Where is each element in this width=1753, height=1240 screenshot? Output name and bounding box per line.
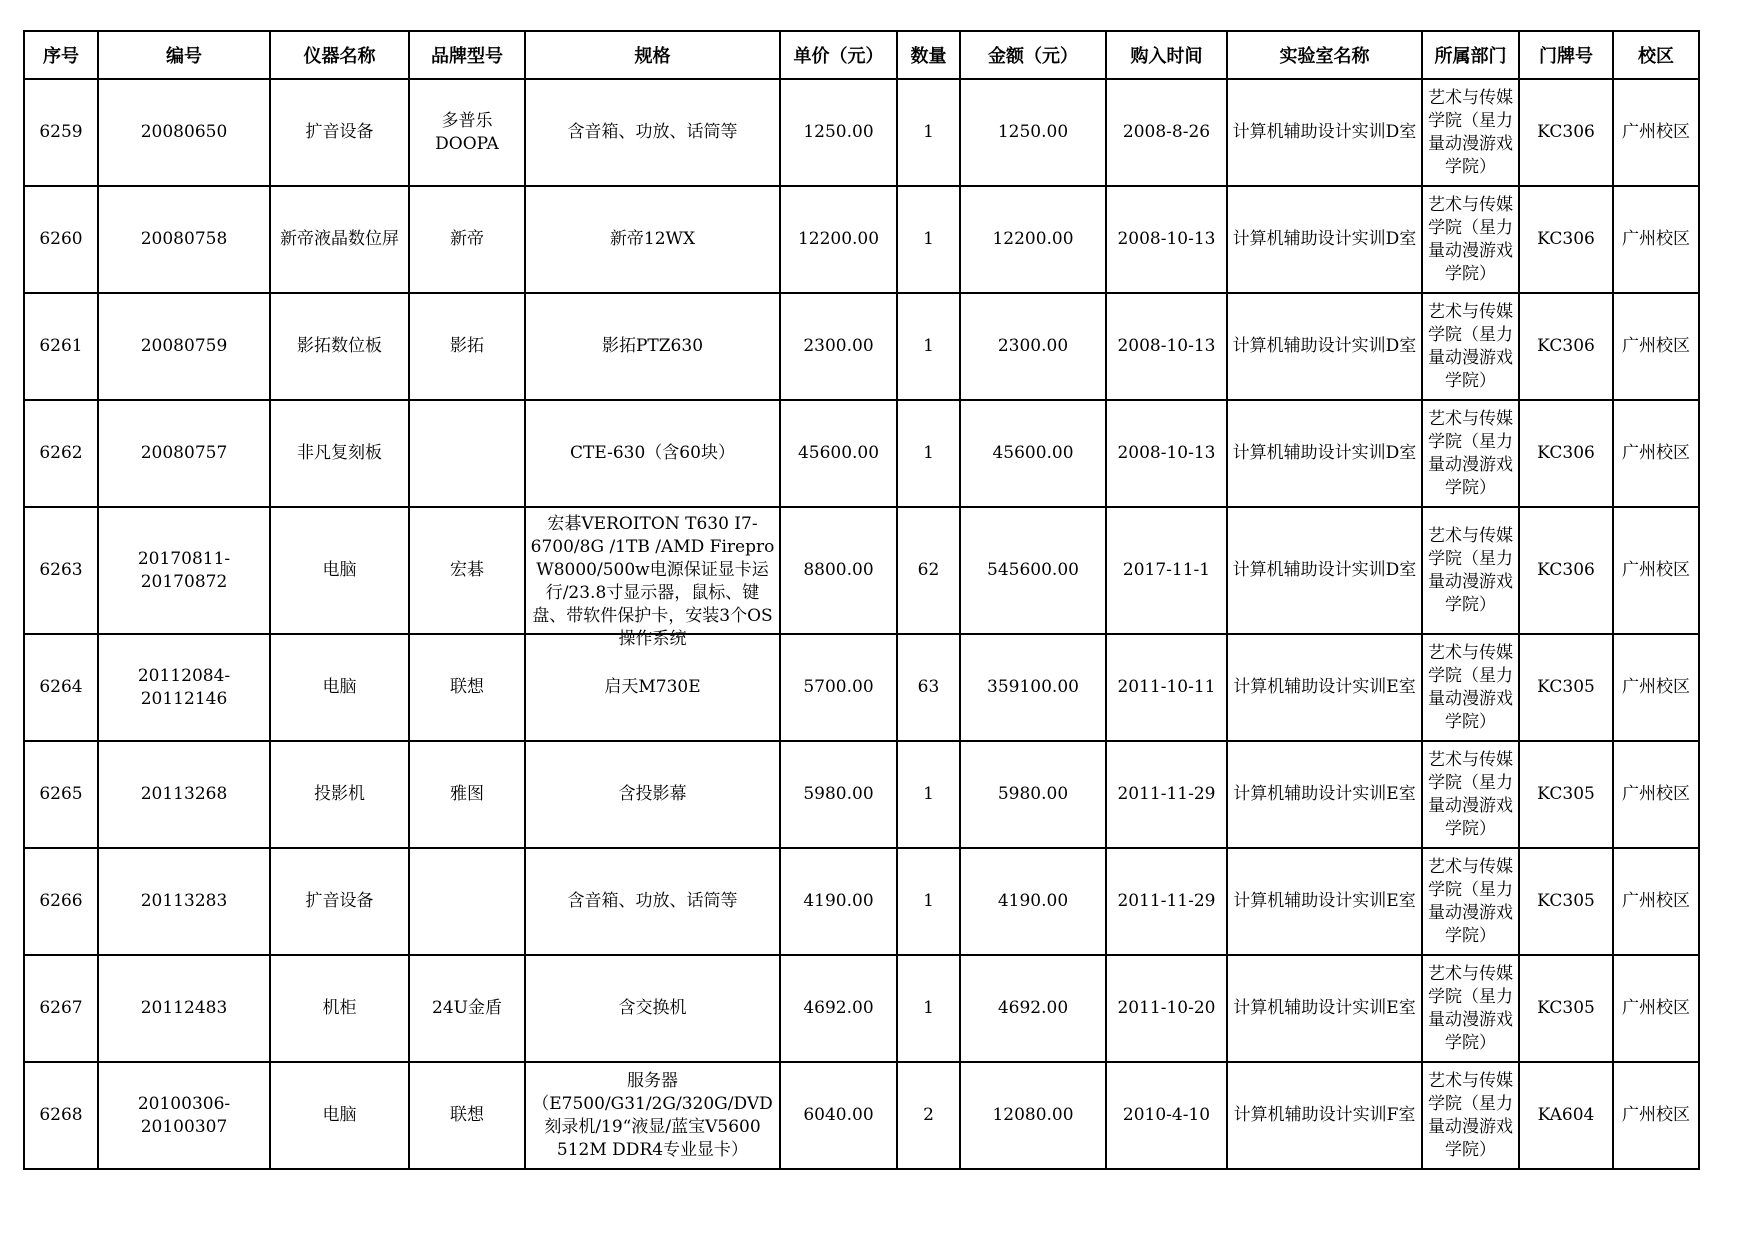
cell-campus bbox=[1613, 848, 1699, 955]
cell-date bbox=[1106, 634, 1227, 741]
cell-dept bbox=[1422, 955, 1519, 1062]
cell-seq-text: 6265 bbox=[39, 784, 83, 804]
cell-campus-text: 广州校区 bbox=[1622, 443, 1690, 463]
cell-qty bbox=[897, 741, 960, 848]
cell-brand bbox=[409, 1062, 525, 1169]
cell-spec bbox=[525, 1062, 780, 1169]
cell-spec-text: 含音箱、功放、话筒等 bbox=[567, 891, 738, 911]
cell-campus-text: 广州校区 bbox=[1622, 784, 1690, 804]
cell-lab bbox=[1227, 955, 1422, 1062]
cell-seq-text: 6259 bbox=[39, 122, 83, 142]
cell-lab bbox=[1227, 848, 1422, 955]
header-dept: 所属部门 bbox=[1422, 31, 1519, 79]
cell-name-text: 机柜 bbox=[322, 998, 357, 1018]
cell-amount-text: 5980.00 bbox=[997, 784, 1069, 804]
cell-lab bbox=[1227, 741, 1422, 848]
cell-seq bbox=[24, 955, 98, 1062]
cell-seq bbox=[24, 848, 98, 955]
cell-brand bbox=[409, 634, 525, 741]
cell-spec bbox=[525, 741, 780, 848]
cell-dept bbox=[1422, 848, 1519, 955]
cell-code-text: 20100306-20100307 bbox=[137, 1093, 231, 1137]
cell-code-text: 20080650 bbox=[140, 122, 228, 142]
cell-spec bbox=[525, 186, 780, 293]
cell-dept bbox=[1422, 400, 1519, 507]
cell-qty-text: 1 bbox=[923, 229, 934, 249]
cell-lab-text: 计算机辅助设计实训D室 bbox=[1232, 336, 1417, 356]
cell-amount-text: 4190.00 bbox=[997, 891, 1069, 911]
table-row bbox=[24, 741, 1699, 848]
cell-brand bbox=[409, 186, 525, 293]
cell-amount-text: 545600.00 bbox=[987, 560, 1079, 580]
cell-room-text: KC305 bbox=[1537, 677, 1595, 697]
table-row bbox=[24, 955, 1699, 1062]
cell-lab-text: 计算机辅助设计实训E室 bbox=[1233, 891, 1416, 911]
cell-brand bbox=[409, 741, 525, 848]
cell-name bbox=[270, 186, 409, 293]
cell-brand bbox=[409, 848, 525, 955]
cell-qty-text: 1 bbox=[923, 443, 934, 463]
cell-amount bbox=[960, 634, 1106, 741]
cell-qty-text: 1 bbox=[923, 891, 934, 911]
cell-campus bbox=[1613, 507, 1699, 634]
cell-date bbox=[1106, 400, 1227, 507]
cell-lab bbox=[1227, 507, 1422, 634]
cell-seq-text: 6261 bbox=[39, 336, 83, 356]
cell-amount bbox=[960, 955, 1106, 1062]
cell-spec-text: 含音箱、功放、话筒等 bbox=[567, 122, 738, 142]
cell-brand-text: 新帝 bbox=[450, 229, 484, 249]
cell-campus-text: 广州校区 bbox=[1622, 229, 1690, 249]
table-row bbox=[24, 293, 1699, 400]
cell-amount bbox=[960, 507, 1106, 634]
cell-seq-text: 6266 bbox=[39, 891, 83, 911]
cell-seq bbox=[24, 1062, 98, 1169]
cell-code bbox=[98, 293, 270, 400]
cell-price bbox=[780, 79, 897, 186]
cell-qty-text: 1 bbox=[923, 122, 934, 142]
cell-campus bbox=[1613, 634, 1699, 741]
cell-seq bbox=[24, 293, 98, 400]
cell-amount-text: 359100.00 bbox=[987, 677, 1079, 697]
cell-price bbox=[780, 507, 897, 634]
cell-code bbox=[98, 507, 270, 634]
cell-lab bbox=[1227, 634, 1422, 741]
cell-room-text: KA604 bbox=[1537, 1105, 1595, 1125]
cell-lab bbox=[1227, 79, 1422, 186]
cell-qty-text: 1 bbox=[923, 998, 934, 1018]
cell-name-text: 非凡复刻板 bbox=[297, 443, 382, 463]
cell-code-text: 20113268 bbox=[140, 784, 228, 804]
cell-price-text: 2300.00 bbox=[803, 336, 874, 356]
cell-campus-text: 广州校区 bbox=[1622, 998, 1690, 1018]
cell-room-text: KC306 bbox=[1537, 122, 1595, 142]
cell-price-text: 8800.00 bbox=[803, 560, 874, 580]
equipment-table bbox=[23, 30, 1700, 1170]
cell-amount bbox=[960, 293, 1106, 400]
cell-spec-text: 启天M730E bbox=[604, 677, 701, 697]
cell-seq bbox=[24, 400, 98, 507]
cell-lab-text: 计算机辅助设计实训F室 bbox=[1233, 1105, 1416, 1125]
table-row bbox=[24, 634, 1699, 741]
cell-date-text: 2011-11-29 bbox=[1117, 891, 1216, 911]
cell-date-text: 2010-4-10 bbox=[1122, 1105, 1211, 1125]
cell-date-text: 2011-10-11 bbox=[1117, 677, 1216, 697]
cell-lab bbox=[1227, 186, 1422, 293]
cell-room-text: KC305 bbox=[1537, 891, 1595, 911]
cell-room bbox=[1519, 186, 1613, 293]
cell-date bbox=[1106, 848, 1227, 955]
cell-amount-text: 4692.00 bbox=[997, 998, 1069, 1018]
cell-seq bbox=[24, 186, 98, 293]
cell-qty-text: 1 bbox=[923, 784, 934, 804]
header-amount: 金额（元） bbox=[960, 31, 1106, 79]
cell-seq bbox=[24, 634, 98, 741]
cell-room bbox=[1519, 79, 1613, 186]
header-campus: 校区 bbox=[1613, 31, 1699, 79]
cell-dept bbox=[1422, 507, 1519, 634]
cell-amount bbox=[960, 400, 1106, 507]
cell-seq bbox=[24, 741, 98, 848]
cell-lab-text: 计算机辅助设计实训D室 bbox=[1232, 560, 1417, 580]
cell-brand bbox=[409, 955, 525, 1062]
cell-campus bbox=[1613, 293, 1699, 400]
table-row bbox=[24, 507, 1699, 634]
cell-qty bbox=[897, 955, 960, 1062]
cell-seq bbox=[24, 79, 98, 186]
cell-room-text: KC306 bbox=[1537, 336, 1595, 356]
cell-dept bbox=[1422, 741, 1519, 848]
cell-spec-text: 含投影幕 bbox=[618, 784, 687, 804]
cell-date-text: 2011-11-29 bbox=[1117, 784, 1216, 804]
cell-lab bbox=[1227, 293, 1422, 400]
cell-amount bbox=[960, 1062, 1106, 1169]
cell-amount-text: 1250.00 bbox=[997, 122, 1069, 142]
cell-code bbox=[98, 955, 270, 1062]
cell-price-text: 12200.00 bbox=[797, 229, 880, 249]
cell-brand bbox=[409, 507, 525, 634]
cell-qty bbox=[897, 400, 960, 507]
cell-spec-text: 服务器（E7500/G31/2G/320G/DVD刻录机/19“液显/蓝宝V5600 512M DDR4专业显卡） bbox=[532, 1070, 773, 1160]
cell-room bbox=[1519, 400, 1613, 507]
cell-code-text: 20113283 bbox=[140, 891, 228, 911]
cell-campus bbox=[1613, 186, 1699, 293]
cell-lab bbox=[1227, 400, 1422, 507]
cell-brand bbox=[409, 400, 525, 507]
cell-name bbox=[270, 955, 409, 1062]
cell-campus bbox=[1613, 400, 1699, 507]
cell-spec bbox=[525, 955, 780, 1062]
cell-code bbox=[98, 634, 270, 741]
cell-date bbox=[1106, 186, 1227, 293]
cell-name-text: 电脑 bbox=[322, 1105, 357, 1125]
header-row bbox=[24, 31, 1699, 79]
header-spec: 规格 bbox=[525, 31, 780, 79]
cell-spec-text: CTE-630（含60块） bbox=[570, 443, 735, 463]
cell-room-text: KC306 bbox=[1537, 229, 1595, 249]
cell-date-text: 2008-10-13 bbox=[1117, 443, 1216, 463]
cell-price bbox=[780, 634, 897, 741]
header-date: 购入时间 bbox=[1106, 31, 1227, 79]
table-body bbox=[24, 79, 1699, 1169]
table-header bbox=[24, 31, 1699, 79]
cell-amount-text: 12200.00 bbox=[992, 229, 1074, 249]
header-name: 仪器名称 bbox=[270, 31, 409, 79]
cell-room bbox=[1519, 634, 1613, 741]
cell-name-text: 扩音设备 bbox=[305, 891, 374, 911]
cell-qty bbox=[897, 1062, 960, 1169]
cell-brand bbox=[409, 293, 525, 400]
cell-lab-text: 计算机辅助设计实训D室 bbox=[1232, 443, 1417, 463]
cell-spec-text: 含交换机 bbox=[618, 998, 687, 1018]
table-row bbox=[24, 79, 1699, 186]
cell-date-text: 2011-10-20 bbox=[1117, 998, 1216, 1018]
cell-seq-text: 6262 bbox=[39, 443, 83, 463]
cell-campus-text: 广州校区 bbox=[1622, 122, 1690, 142]
cell-seq-text: 6263 bbox=[39, 560, 83, 580]
header-code: 编号 bbox=[98, 31, 270, 79]
cell-dept-text: 艺术与传媒学院（星力量动漫游戏学院） bbox=[1428, 408, 1513, 498]
cell-name-text: 电脑 bbox=[322, 677, 357, 697]
cell-price-text: 4692.00 bbox=[803, 998, 874, 1018]
cell-spec bbox=[525, 848, 780, 955]
cell-amount-text: 45600.00 bbox=[992, 443, 1074, 463]
cell-qty bbox=[897, 848, 960, 955]
cell-lab-text: 计算机辅助设计实训E室 bbox=[1233, 998, 1416, 1018]
table-row bbox=[24, 400, 1699, 507]
header-qty: 数量 bbox=[897, 31, 960, 79]
cell-name-text: 新帝液晶数位屏 bbox=[280, 229, 399, 249]
cell-lab-text: 计算机辅助设计实训D室 bbox=[1232, 229, 1417, 249]
cell-seq-text: 6267 bbox=[39, 998, 83, 1018]
cell-dept-text: 艺术与传媒学院（星力量动漫游戏学院） bbox=[1428, 963, 1513, 1053]
cell-price-text: 4190.00 bbox=[803, 891, 874, 911]
cell-name bbox=[270, 1062, 409, 1169]
cell-price bbox=[780, 1062, 897, 1169]
cell-name bbox=[270, 79, 409, 186]
cell-lab-text: 计算机辅助设计实训E室 bbox=[1233, 677, 1416, 697]
cell-room bbox=[1519, 1062, 1613, 1169]
cell-dept bbox=[1422, 186, 1519, 293]
cell-dept-text: 艺术与传媒学院（星力量动漫游戏学院） bbox=[1428, 525, 1513, 615]
cell-dept-text: 艺术与传媒学院（星力量动漫游戏学院） bbox=[1428, 749, 1513, 839]
cell-seq-text: 6260 bbox=[39, 229, 83, 249]
cell-name-text: 扩音设备 bbox=[305, 122, 374, 142]
cell-campus bbox=[1613, 1062, 1699, 1169]
cell-dept-text: 艺术与传媒学院（星力量动漫游戏学院） bbox=[1428, 856, 1513, 946]
cell-code bbox=[98, 1062, 270, 1169]
cell-amount-text: 2300.00 bbox=[997, 336, 1069, 356]
cell-code bbox=[98, 400, 270, 507]
cell-code-text: 20080758 bbox=[140, 229, 228, 249]
cell-lab-text: 计算机辅助设计实训D室 bbox=[1232, 122, 1417, 142]
cell-dept bbox=[1422, 634, 1519, 741]
cell-name-text: 电脑 bbox=[322, 560, 357, 580]
header-brand: 品牌型号 bbox=[409, 31, 525, 79]
cell-code bbox=[98, 79, 270, 186]
cell-spec-text: 新帝12WX bbox=[609, 229, 696, 249]
header-seq: 序号 bbox=[24, 31, 98, 79]
cell-price bbox=[780, 848, 897, 955]
cell-dept-text: 艺术与传媒学院（星力量动漫游戏学院） bbox=[1428, 301, 1513, 391]
cell-name bbox=[270, 634, 409, 741]
cell-brand-text: 宏碁 bbox=[450, 560, 484, 580]
cell-qty-text: 63 bbox=[917, 677, 940, 697]
cell-date-text: 2008-10-13 bbox=[1117, 229, 1216, 249]
cell-brand bbox=[409, 79, 525, 186]
cell-room-text: KC306 bbox=[1537, 560, 1595, 580]
cell-room-text: KC306 bbox=[1537, 443, 1595, 463]
cell-spec bbox=[525, 400, 780, 507]
header-price: 单价（元） bbox=[780, 31, 897, 79]
cell-room bbox=[1519, 848, 1613, 955]
cell-date-text: 2008-8-26 bbox=[1122, 122, 1211, 142]
cell-code-text: 20170811-20170872 bbox=[137, 548, 231, 592]
cell-price bbox=[780, 186, 897, 293]
cell-dept-text: 艺术与传媒学院（星力量动漫游戏学院） bbox=[1428, 194, 1513, 284]
cell-seq bbox=[24, 507, 98, 634]
table-row bbox=[24, 848, 1699, 955]
cell-room-text: KC305 bbox=[1537, 784, 1595, 804]
cell-room-text: KC305 bbox=[1537, 998, 1595, 1018]
cell-qty-text: 62 bbox=[917, 560, 940, 580]
cell-amount-text: 12080.00 bbox=[992, 1105, 1074, 1125]
cell-code-text: 20112483 bbox=[140, 998, 228, 1018]
cell-brand-text: 24U金盾 bbox=[432, 998, 502, 1018]
cell-brand-text: 雅图 bbox=[450, 784, 484, 804]
cell-price bbox=[780, 741, 897, 848]
cell-date bbox=[1106, 293, 1227, 400]
cell-qty bbox=[897, 507, 960, 634]
cell-qty bbox=[897, 634, 960, 741]
cell-qty bbox=[897, 186, 960, 293]
cell-code-text: 20080759 bbox=[140, 336, 228, 356]
cell-price-text: 45600.00 bbox=[797, 443, 880, 463]
cell-seq-text: 6268 bbox=[39, 1105, 83, 1125]
cell-campus-text: 广州校区 bbox=[1622, 1105, 1690, 1125]
cell-seq-text: 6264 bbox=[39, 677, 83, 697]
cell-spec bbox=[525, 507, 780, 649]
cell-dept-text: 艺术与传媒学院（星力量动漫游戏学院） bbox=[1428, 642, 1513, 732]
cell-dept bbox=[1422, 1062, 1519, 1169]
cell-campus-text: 广州校区 bbox=[1622, 677, 1690, 697]
cell-name-text: 影拓数位板 bbox=[297, 336, 382, 356]
cell-name bbox=[270, 400, 409, 507]
cell-campus-text: 广州校区 bbox=[1622, 891, 1690, 911]
cell-room bbox=[1519, 741, 1613, 848]
header-lab: 实验室名称 bbox=[1227, 31, 1422, 79]
cell-room bbox=[1519, 293, 1613, 400]
cell-lab bbox=[1227, 1062, 1422, 1169]
cell-name bbox=[270, 507, 409, 634]
table-row bbox=[24, 186, 1699, 293]
cell-price-text: 6040.00 bbox=[803, 1105, 874, 1125]
cell-dept bbox=[1422, 293, 1519, 400]
cell-code-text: 20112084-20112146 bbox=[137, 665, 231, 709]
cell-campus bbox=[1613, 955, 1699, 1062]
cell-qty bbox=[897, 293, 960, 400]
cell-price bbox=[780, 293, 897, 400]
cell-brand-text: 影拓 bbox=[450, 336, 484, 356]
cell-brand-text: 多普乐DOOPA bbox=[435, 110, 499, 154]
cell-dept-text: 艺术与传媒学院（星力量动漫游戏学院） bbox=[1428, 87, 1513, 177]
cell-amount bbox=[960, 186, 1106, 293]
cell-qty-text: 1 bbox=[923, 336, 934, 356]
cell-date bbox=[1106, 955, 1227, 1062]
cell-amount bbox=[960, 79, 1106, 186]
equipment-sheet bbox=[23, 30, 1700, 1170]
cell-date bbox=[1106, 79, 1227, 186]
cell-code bbox=[98, 186, 270, 293]
cell-price bbox=[780, 400, 897, 507]
cell-date-text: 2008-10-13 bbox=[1117, 336, 1216, 356]
cell-dept bbox=[1422, 79, 1519, 186]
cell-code-text: 20080757 bbox=[140, 443, 228, 463]
cell-code bbox=[98, 848, 270, 955]
cell-campus bbox=[1613, 741, 1699, 848]
cell-amount bbox=[960, 741, 1106, 848]
cell-price-text: 5980.00 bbox=[803, 784, 874, 804]
cell-spec bbox=[525, 79, 780, 186]
cell-campus bbox=[1613, 79, 1699, 186]
cell-qty bbox=[897, 79, 960, 186]
header-room: 门牌号 bbox=[1519, 31, 1613, 79]
cell-campus-text: 广州校区 bbox=[1622, 336, 1690, 356]
cell-date bbox=[1106, 507, 1227, 634]
cell-spec-text: 影拓PTZ630 bbox=[601, 336, 704, 356]
cell-amount bbox=[960, 848, 1106, 955]
cell-spec bbox=[525, 293, 780, 400]
cell-date-text: 2017-11-1 bbox=[1122, 560, 1211, 580]
cell-dept-text: 艺术与传媒学院（星力量动漫游戏学院） bbox=[1428, 1070, 1513, 1160]
cell-brand-text: 联想 bbox=[450, 1105, 484, 1125]
cell-price-text: 1250.00 bbox=[803, 122, 874, 142]
cell-lab-text: 计算机辅助设计实训E室 bbox=[1233, 784, 1416, 804]
cell-qty-text: 2 bbox=[923, 1105, 934, 1125]
cell-room bbox=[1519, 507, 1613, 634]
cell-brand-text: 联想 bbox=[450, 677, 484, 697]
cell-price bbox=[780, 955, 897, 1062]
cell-name bbox=[270, 741, 409, 848]
cell-name-text: 投影机 bbox=[314, 784, 365, 804]
cell-code bbox=[98, 741, 270, 848]
cell-date bbox=[1106, 1062, 1227, 1169]
cell-price-text: 5700.00 bbox=[803, 677, 874, 697]
cell-name bbox=[270, 293, 409, 400]
cell-date bbox=[1106, 741, 1227, 848]
cell-campus-text: 广州校区 bbox=[1622, 560, 1690, 580]
cell-spec-text: 宏碁VEROITON T630 I7-6700/8G /1TB /AMD Firepro W8000/500w电源保证显卡运行/23.8寸显示器，鼠标、键盘、带软件保护卡，安装3个OS操作系统 bbox=[530, 513, 775, 649]
cell-name bbox=[270, 848, 409, 955]
cell-room bbox=[1519, 955, 1613, 1062]
table-row bbox=[24, 1062, 1699, 1169]
